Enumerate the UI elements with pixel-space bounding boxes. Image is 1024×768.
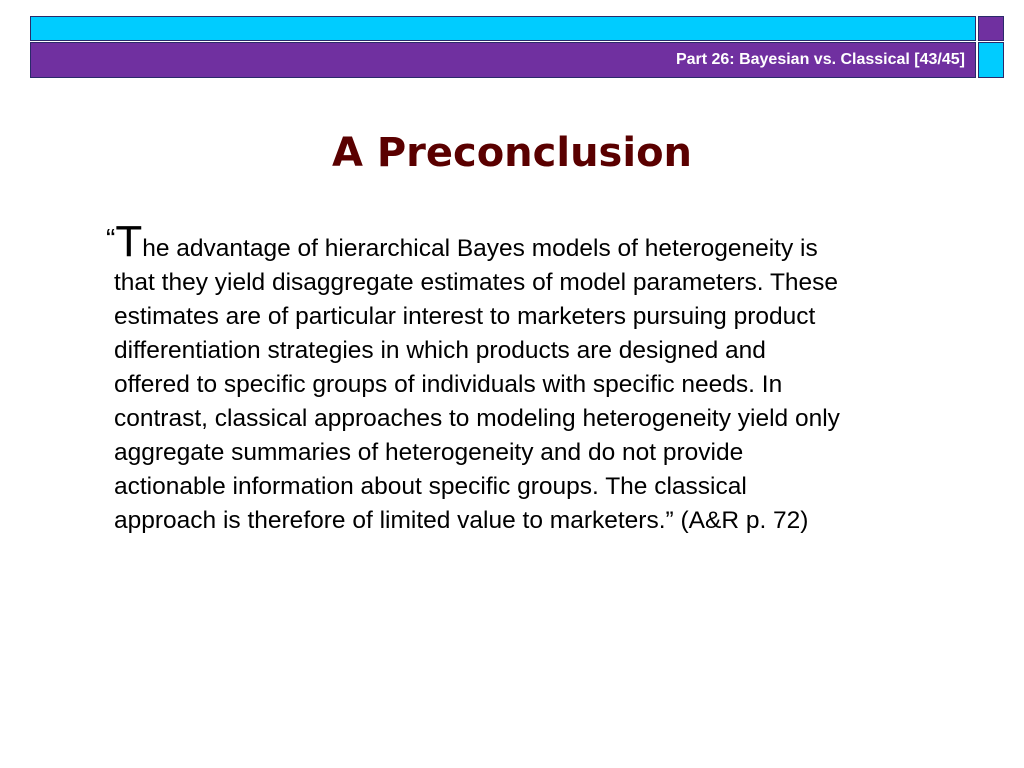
header-title: Part 26: Bayesian vs. Classical [43/45] (675, 51, 965, 68)
quote-line-text: he advantage of hierarchical Bayes models of heterogeneity is (142, 235, 818, 262)
header-title-bar (30, 42, 976, 78)
header-corner-block-top (978, 16, 1004, 41)
header-top-bar (30, 16, 976, 41)
quote-line-6: contrast, classical approaches to modeling heterogeneity yield only (114, 405, 840, 432)
quote-line-9: approach is therefore of limited value to marketers.” (A&R p. 72) (114, 507, 809, 534)
slide-title: A Preconclusion (331, 130, 693, 176)
open-quote-mark: “ (106, 223, 116, 254)
quote-line-1 (106, 217, 974, 266)
header-corner-block-bottom (978, 42, 1004, 78)
quote-line-2: that they yield disaggregate estimates of model parameters. These (114, 269, 839, 296)
quote-line-7: aggregate summaries of heterogeneity and do not provide (114, 439, 744, 466)
quote-block (106, 217, 974, 538)
quote-line-3: estimates are of particular interest to marketers pursuing product (114, 303, 816, 330)
quote-line-8: actionable information about specific groups. The classical (114, 473, 747, 500)
quote-first-letter: T (115, 217, 143, 266)
quote-line-4: differentiation strategies in which products are designed and (114, 337, 766, 364)
quote-line-5: offered to specific groups of individuals with specific needs. In (114, 371, 783, 398)
